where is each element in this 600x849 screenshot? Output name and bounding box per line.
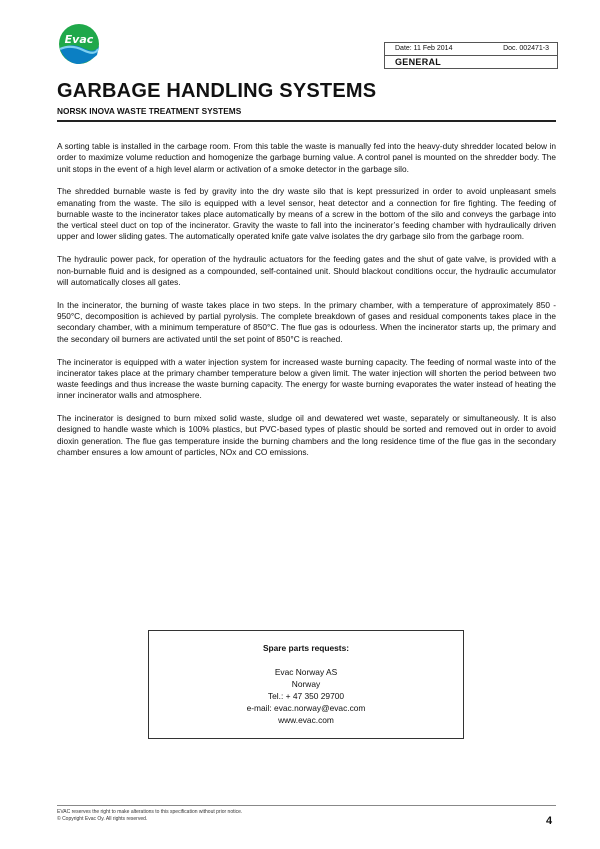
footer-disclaimer: EVAC reserves the right to make alterations to this specification without prior notice. [57, 809, 243, 815]
footer-copyright: © Copyright Evac Oy. All rights reserved. [57, 816, 148, 822]
logo-text: Evac [64, 33, 94, 46]
page-subtitle: NORSK INOVA WASTE TREATMENT SYSTEMS [57, 106, 242, 116]
paragraph: The incinerator is equipped with a water injection system for increased waste burning capacity. The feeding of normal waste into of the incinerator takes place at the primary chamber temperature below a given limit. The water injection will shorten the period between two waste feedings and thus increase the waste burning capacity. The energy for waste burning evaporates the water instead of heating the inner incinerator walls and atmosphere. [57, 356, 556, 401]
document-info-box [384, 42, 558, 69]
paragraph: The hydraulic power pack, for operation of the hydraulic actuators for the feeding gates and the shut of gate valve, is provided with a non-burnable fluid and is designed as a compounded, self-contained unit. Should blackout conditions occur, the hydraulic accumulator will automatically closes all gates. [57, 254, 556, 287]
spare-parts-company: Evac Norway AS [274, 667, 338, 677]
spare-parts-web[interactable]: www.evac.com [278, 715, 334, 725]
doc-date: Date: 11 Feb 2014 [395, 45, 453, 52]
page-number: 4 [546, 815, 553, 827]
paragraph: In the incinerator, the burning of waste takes place in two steps. In the primary chamber, with a temperature of approximately 850 - 950°C, decomposition is achieved by partial pyrolysis. The complete breakdown of gases and residual components takes place in the secondary chamber, with a minimum temperature of 850°C. The flue gas is odourless. When the incinerator starts up, the primary and the secondary oil burners are activated until the set point of 850°C is reached. [57, 299, 556, 344]
title-divider [57, 120, 556, 122]
footer-text [57, 809, 242, 823]
doc-number: Doc. 002471-3 [503, 45, 549, 52]
spare-parts-box [148, 630, 464, 739]
spare-parts-country: Norway [291, 679, 321, 689]
spare-parts-heading: Spare parts requests: [262, 643, 350, 653]
evac-logo-icon [57, 22, 101, 66]
doc-section: GENERAL [395, 57, 442, 67]
body-text [57, 141, 556, 470]
spare-parts-email[interactable]: e-mail: evac.norway@evac.com [246, 703, 366, 713]
paragraph: The incinerator is designed to burn mixed solid waste, sludge oil and dewatered wet waste, separately or simultaneously. It is also designed to handle waste which is 100% plastics, but PVC-based types of plastic should be sorted and removed out in order to avoid dioxin generation. The flue gas temperature inside the burning chambers and the long residence time of the flue gas in the secondary chamber ensures a low amount of particles, NOx and CO emissions. [57, 413, 556, 457]
paragraph: The shredded burnable waste is fed by gravity into the dry waste silo that is kept pressurized in order to avoid unpleasant smels emanating from the waste. The silo is equipped with a level sensor, heat detector and a connection for fire fighting. The feeding of burnable waste to the incinerator takes place automatically by means of a screw in the bottom of the silo and conveys the garbage into the vertical steel duct on top of the incinerator. Gravity the waste to fall into the incinerator’s feeding chamber with hydraulically driven upper and lower sliding gates. The automatically operated knife gate valve isolates the dry garbage silo from the garbage room. [57, 186, 556, 242]
paragraph: A sorting table is installed in the carbage room. From this table the waste is manually fed into the heavy-duty shredder located below in order to maximize volume reduction and homogenize the garbage burning value. A control panel is mounted on the shredder body. The unit stops in the event of a high level alarm or activation of a smoke detector in the garbage silo. [57, 141, 556, 174]
spare-parts-tel: Tel.: + 47 350 29700 [267, 691, 345, 701]
evac-logo [57, 22, 101, 66]
page-title: GARBAGE HANDLING SYSTEMS [57, 80, 377, 102]
footer-divider [57, 805, 556, 806]
